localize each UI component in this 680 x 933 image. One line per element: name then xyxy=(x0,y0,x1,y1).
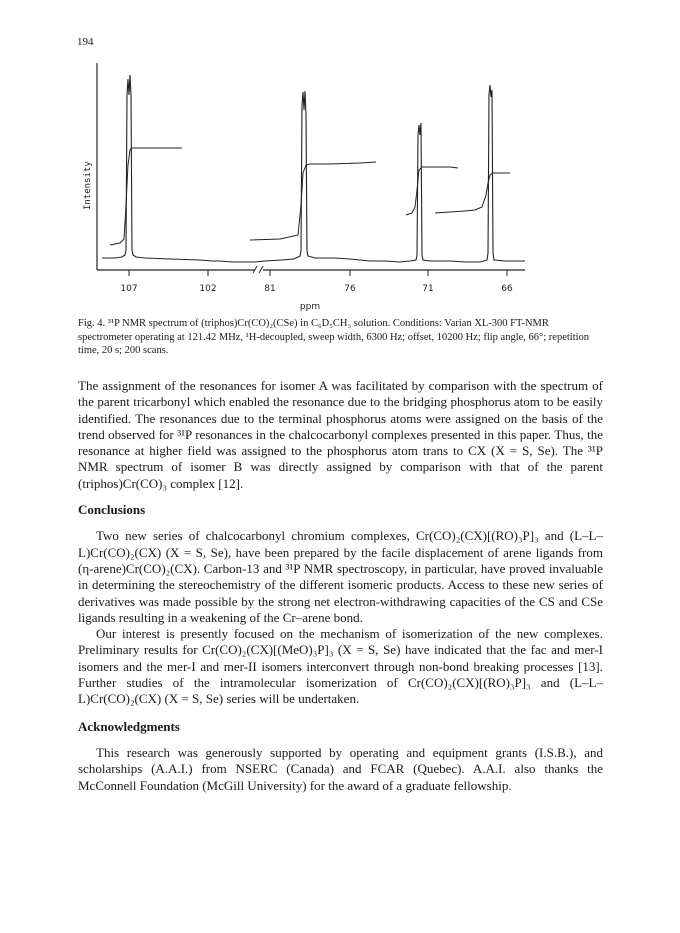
page-number: 194 xyxy=(77,36,94,48)
integral-trace xyxy=(110,148,182,245)
tick-label: 71 xyxy=(422,284,434,294)
y-axis-label: Intensity xyxy=(83,161,93,210)
section-heading: Conclusions xyxy=(78,502,146,518)
x-axis-label: ppm xyxy=(299,302,321,312)
x-ticks xyxy=(129,270,507,276)
integral-trace xyxy=(435,173,510,213)
section-heading: Acknowledgments xyxy=(78,718,180,734)
figure-caption: Fig. 4. ³¹P NMR spectrum of (triphos)Cr(CO)₂(CSe) in C₆D₅CH₃ solution. Conditions: Varian XL-300 FT-NMR spectrometer operating at 121.42 MHz, ¹H-decoupled, sweep width, 6300 Hz; offset, 10200 Hz; flip angle, 66°; repetition time, 20 s; 200 scans. xyxy=(78,318,590,356)
integral-trace xyxy=(250,162,376,240)
paragraph: The assignment of the resonances for isomer A was facilitated by comparison with the spectrum of the parent tricarbonyl which enabled the resonance due to the bridging phosphorus atom to be easily identified. The resonances due to the terminal phosphorus atoms were assigned on the basis of the trend observed for ³¹P resonances in the chalcocarbonyl complexes presented in this paper. Thus, the resonance at higher field was assigned to the phosphorus atom trans to CX (X = S, Se). The ³¹P NMR spectrum of isomer B was directly assigned by comparison with that of the parent (triphos)Cr(CO)₃ complex [12]. xyxy=(78,378,603,491)
nmr-spectrum-figure xyxy=(70,55,610,315)
tick-label: 76 xyxy=(344,284,356,294)
spectrum-trace xyxy=(102,75,525,262)
tick-label: 107 xyxy=(120,284,138,294)
tick-label: 102 xyxy=(199,284,217,294)
integral-trace xyxy=(406,167,458,215)
paragraph: Two new series of chalcocarbonyl chromium complexes, Cr(CO)₂(CX)[(RO)₃P]₃ and (L–L–L)Cr(CO)₂(CX) (X = S, Se), have been prepared by the facile displacement of arene ligands from (η-arene)Cr(CO)₂(CX). Carbon-13 and ³¹P NMR spectroscopy, in particular, have proved invaluable in determining the stereochemistry of the different isomeric products. Access to these new series of derivatives was made possible by the strong net electron-withdrawing capacities of the CS and CSe ligands resulting in a weakening of the Cr–arene bond. xyxy=(78,528,603,625)
article-body xyxy=(78,378,603,794)
tick-label: 81 xyxy=(264,284,276,294)
tick-label: 66 xyxy=(501,284,513,294)
axis-break-mark xyxy=(259,266,263,273)
paragraph: This research was generously supported by operating and equipment grants (I.S.B.), and scholarships (A.A.I.) from NSERC (Canada) and FCAR (Quebec). A.A.I. also thanks the McConnell Foundation (McGill University) for the award of a graduate fellowship. xyxy=(78,744,603,793)
paragraph: Our interest is presently focused on the mechanism of isomerization of the new complexes. Preliminary results for Cr(CO)₂(CX)[(MeO)₃P]₃ (X = S, Se) have indicated that the fac and mer-I isomers and the mer-I and mer-II isomers interconvert through non-bond breaking processes [13]. Further studies of the intramolecular isomerization of Cr(CO)₂(CX)[(RO)₃P]₃ and (L–L–L)Cr(CO)₂(CX) (X = S, Se) series will be undertaken. xyxy=(78,626,603,707)
